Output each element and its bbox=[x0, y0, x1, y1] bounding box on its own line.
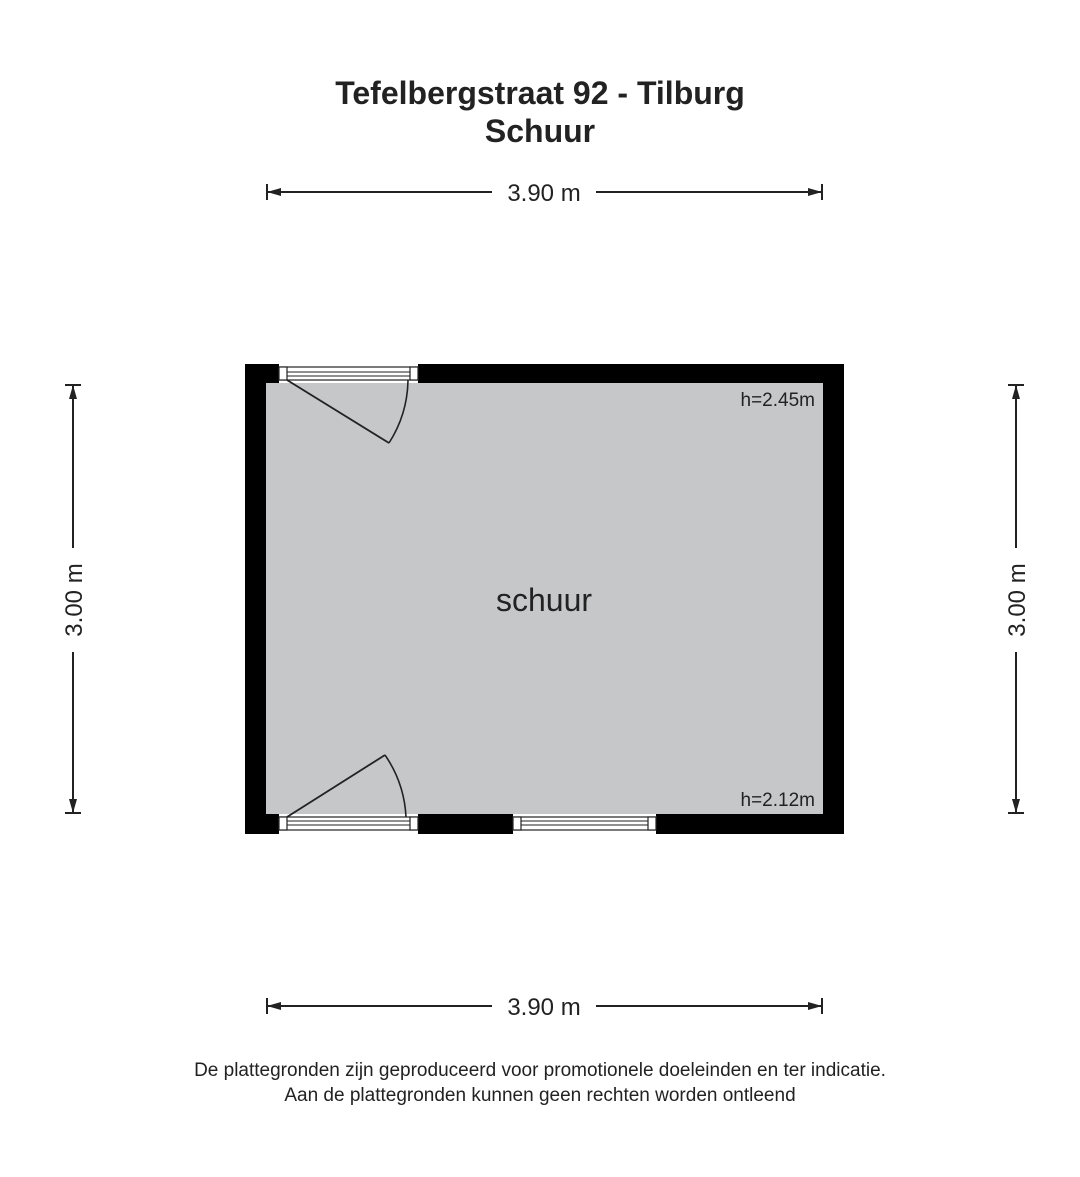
wall-top-main bbox=[418, 364, 844, 383]
top-dimension-label: 3.90 m bbox=[507, 180, 581, 207]
top-dimension bbox=[267, 180, 822, 207]
bottom-window bbox=[513, 817, 656, 830]
height-label-top: h=2.45m bbox=[740, 390, 815, 411]
wall-bottom-middle bbox=[418, 814, 513, 834]
left-dimension bbox=[61, 385, 88, 813]
plan-subtitle: Schuur bbox=[484, 113, 596, 149]
disclaimer bbox=[0, 1058, 1080, 1108]
top-door-jamb-right bbox=[410, 367, 418, 380]
right-dimension-label: 3.00 m bbox=[1004, 563, 1031, 637]
wall-bottom-right bbox=[656, 814, 844, 834]
wall-bottom-left-stub bbox=[245, 814, 279, 834]
disclaimer-line-1: De plattegronden zijn geproduceerd voor promotionele doeleinden en ter indicatie. bbox=[194, 1060, 886, 1081]
height-label-bottom: h=2.12m bbox=[740, 790, 815, 811]
bottom-window-jamb-left bbox=[513, 817, 521, 830]
bottom-window-frame bbox=[513, 817, 656, 830]
bottom-window-jamb-right bbox=[648, 817, 656, 830]
left-dimension-label: 3.00 m bbox=[61, 563, 88, 637]
wall-left bbox=[245, 364, 266, 834]
top-door-frame bbox=[279, 367, 418, 380]
bottom-door-jamb-left bbox=[279, 817, 287, 830]
bottom-dimension-label: 3.90 m bbox=[507, 994, 581, 1021]
top-door-jamb-left bbox=[279, 367, 287, 380]
room-label: schuur bbox=[495, 582, 593, 618]
wall-top-left-stub bbox=[245, 364, 279, 383]
bottom-door-jamb-right bbox=[410, 817, 418, 830]
bottom-door-frame bbox=[279, 817, 418, 830]
right-dimension bbox=[1004, 385, 1031, 813]
disclaimer-line-2: Aan de plattegronden kunnen geen rechten worden ontleend bbox=[284, 1085, 796, 1106]
wall-right bbox=[823, 364, 844, 834]
plan-title: Tefelbergstraat 92 - Tilburg bbox=[335, 75, 745, 111]
bottom-dimension bbox=[267, 994, 822, 1021]
